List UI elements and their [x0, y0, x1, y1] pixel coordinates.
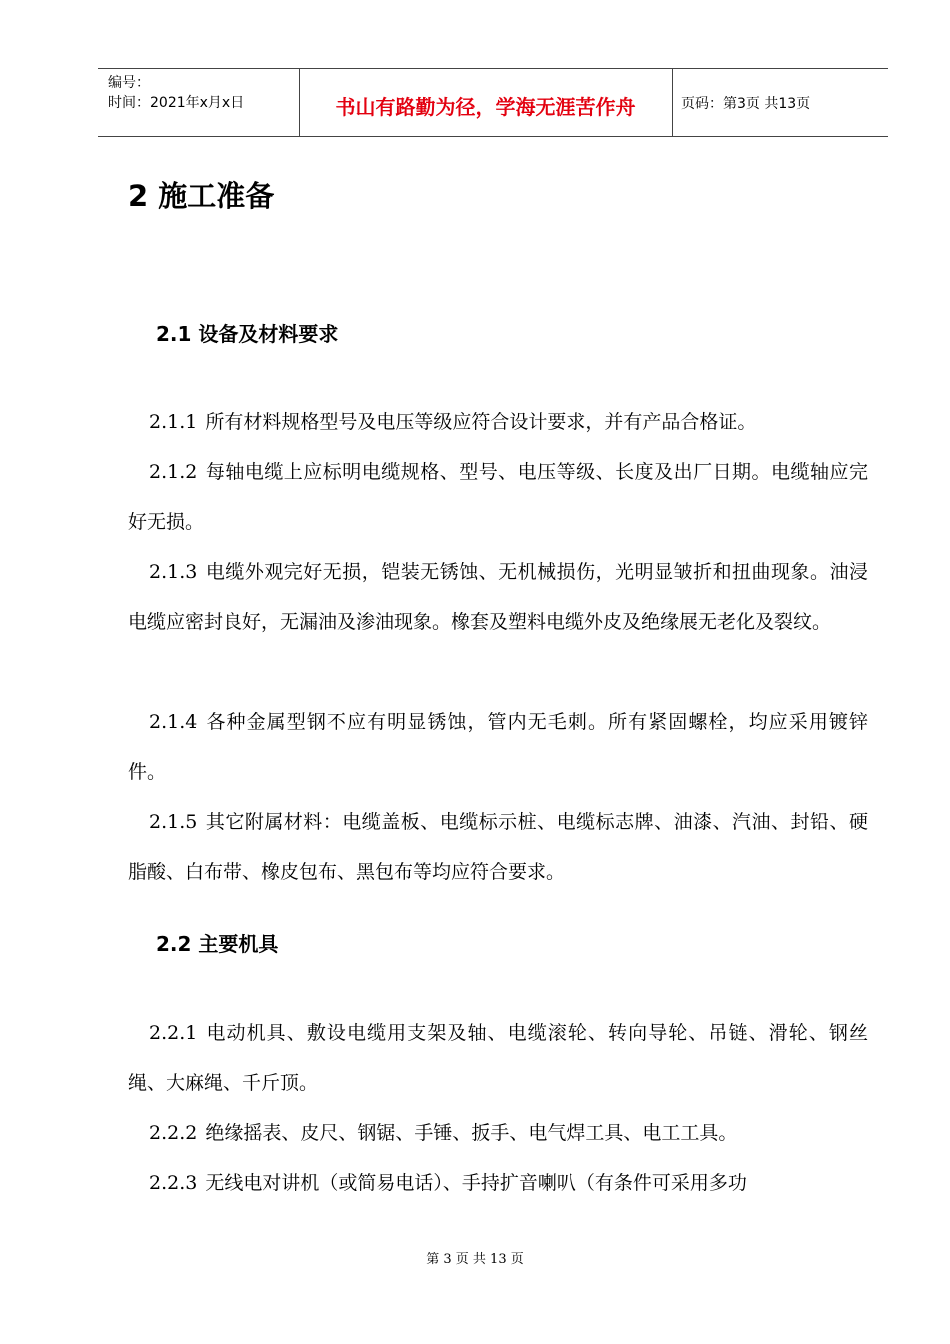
paragraph-2-2-2 — [128, 1108, 868, 1158]
page-header — [98, 68, 888, 137]
paragraph-2-1-2 — [128, 447, 868, 547]
subsection-title-2-1: 2.1 设备及材料要求 — [156, 322, 339, 346]
subsection-title-2-2: 2.2 主要机具 — [156, 932, 279, 956]
item-text: 其它附属材料：电缆盖板、电缆标示桩、电缆标志牌、油漆、汽油、封铅、硬脂酸、白布带、橡皮包布、黑包布等均应符合要求。 — [128, 811, 868, 883]
item-number: 2.2.1 — [149, 1022, 198, 1044]
time-label: 时间：2021年x月x日 — [108, 95, 245, 111]
item-number: 2.2.3 — [149, 1172, 198, 1194]
item-number: 2.1.3 — [149, 561, 198, 583]
item-number: 2.1.5 — [149, 811, 198, 833]
section-title: 2 施工准备 — [128, 179, 275, 213]
header-page-info: 页码：第3页 共13页 — [681, 96, 811, 112]
paragraph-2-2-1 — [128, 1008, 868, 1108]
item-text: 无线电对讲机（或简易电话）、手持扩音喇叭（有条件可采用多功 — [205, 1172, 747, 1194]
item-text: 所有材料规格型号及电压等级应符合设计要求，并有产品合格证。 — [205, 411, 757, 433]
code-label: 编号： — [108, 75, 150, 91]
paragraph-2-1-1 — [128, 397, 868, 447]
item-number: 2.1.4 — [149, 711, 198, 733]
item-number: 2.2.2 — [149, 1122, 198, 1144]
item-number: 2.1.2 — [149, 461, 198, 483]
page-footer: 第 3 页 共 13 页 — [426, 1252, 524, 1267]
item-text: 每轴电缆上应标明电缆规格、型号、电压等级、长度及出厂日期。电缆轴应完好无损。 — [128, 461, 868, 533]
header-divider — [672, 69, 673, 136]
item-text: 电缆外观完好无损，铠装无锈蚀、无机械损伤，光明显皱折和扭曲现象。油浸电缆应密封良好，无漏油及渗油现象。橡套及塑料电缆外皮及绝缘展无老化及裂纹。 — [128, 561, 868, 633]
item-text: 绝缘摇表、皮尺、钢锯、手锤、扳手、电气焊工具、电工工具。 — [205, 1122, 738, 1144]
item-text: 电动机具、敷设电缆用支架及轴、电缆滚轮、转向导轮、吊链、滑轮、钢丝绳、大麻绳、千斤顶。 — [128, 1022, 868, 1094]
paragraph-2-1-3 — [128, 547, 868, 647]
item-number: 2.1.1 — [149, 411, 198, 433]
header-meta — [108, 73, 244, 113]
paragraph-2-1-4 — [128, 697, 868, 797]
header-motto: 书山有路勤为径，学海无涯苦作舟 — [335, 95, 636, 119]
item-text: 各种金属型钢不应有明显锈蚀，管内无毛刺。所有紧固螺栓，均应采用镀锌件。 — [128, 711, 868, 783]
paragraph-2-2-3 — [128, 1158, 868, 1208]
paragraph-2-1-5 — [128, 797, 868, 897]
